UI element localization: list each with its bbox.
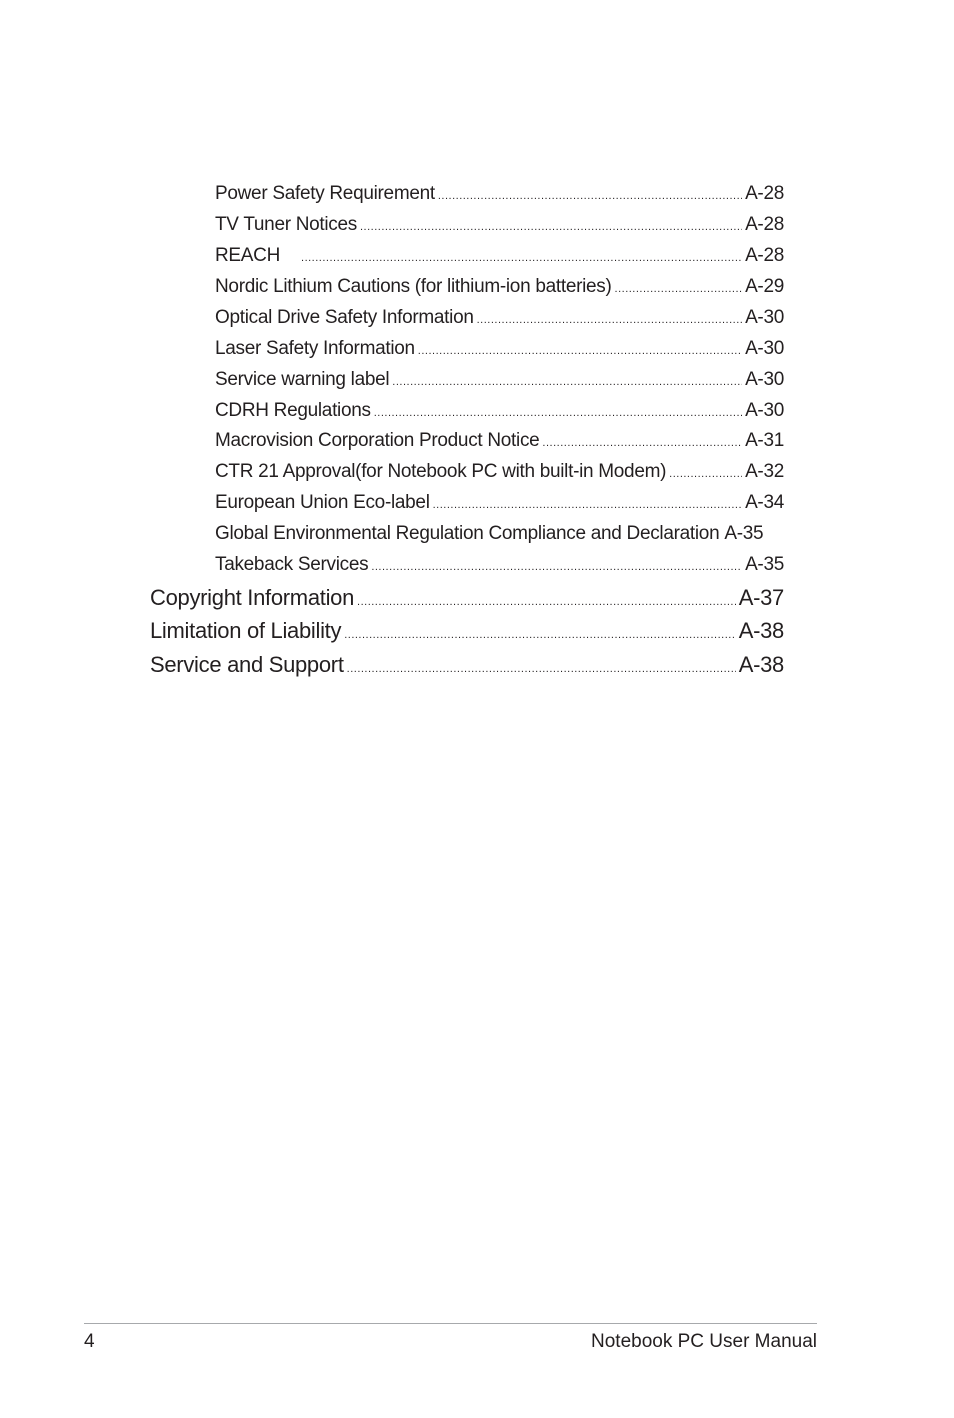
toc-entry-title: Limitation of Liability [150, 618, 342, 643]
toc-entry[interactable] [215, 307, 784, 329]
toc-entry-title: Laser Safety Information [215, 338, 415, 359]
dot-leader [360, 221, 742, 233]
footer-divider [84, 1323, 817, 1324]
footer-page-number: 4 [84, 1331, 95, 1352]
toc-entry-title: Copyright Information [150, 585, 355, 610]
dot-leader [418, 345, 742, 357]
toc-entry-page: A-28 [745, 183, 784, 204]
dot-leader [357, 596, 736, 608]
toc-entry[interactable] [215, 338, 784, 360]
toc-entry-page: A-32 [745, 461, 784, 482]
toc-entry-page: A-35 [745, 554, 784, 575]
toc-entry[interactable] [215, 245, 784, 267]
toc-entry-title: Service warning label [215, 369, 390, 390]
dot-leader [433, 499, 742, 511]
toc-entry-page: A-30 [745, 338, 784, 359]
toc-entry-page: A-28 [745, 245, 784, 266]
toc-entry[interactable] [215, 183, 784, 205]
toc-entry-page: A-30 [745, 369, 784, 390]
dot-leader [371, 561, 742, 573]
toc-entry[interactable] [215, 430, 784, 452]
toc-entry[interactable] [215, 214, 784, 236]
dot-leader [301, 252, 742, 264]
toc-entry-title: Global Environmental Regulation Compliance and Declaration [215, 523, 720, 544]
toc-entry-title: REACH [215, 245, 281, 266]
dot-leader [344, 629, 736, 641]
toc-entry[interactable] [215, 492, 784, 514]
toc-entry[interactable] [215, 461, 784, 483]
toc-entry-title: Takeback Services [215, 554, 369, 575]
dot-leader [477, 314, 742, 326]
toc-entry[interactable] [215, 400, 784, 422]
toc-entry-title: Nordic Lithium Cautions (for lithium-ion batteries) [215, 276, 612, 297]
toc-entry-title: European Union Eco-label [215, 492, 430, 513]
toc-entry-title: TV Tuner Notices [215, 214, 357, 235]
toc-entry-page: A-37 [738, 585, 784, 610]
dot-leader [669, 468, 742, 480]
dot-leader [392, 376, 742, 388]
dot-leader [374, 407, 742, 419]
toc-entry-title: Power Safety Requirement [215, 183, 435, 204]
toc-entry-page: A-31 [745, 430, 784, 451]
toc-entry-page: A-38 [738, 618, 784, 643]
toc-entry-main[interactable] [150, 652, 784, 678]
toc-entry-title: Service and Support [150, 652, 344, 677]
toc-entry-page: A-30 [745, 307, 784, 328]
toc-entry[interactable] [215, 523, 795, 545]
dot-leader [438, 190, 742, 202]
toc-entry-main[interactable] [150, 618, 784, 644]
dot-leader [542, 437, 742, 449]
toc-entry-page: A-29 [745, 276, 784, 297]
toc-entry-page: A-30 [745, 400, 784, 421]
toc-entry-title: Macrovision Corporation Product Notice [215, 430, 540, 451]
dot-leader [347, 663, 736, 675]
toc-entry-page: A-34 [745, 492, 784, 513]
toc-entry[interactable] [215, 369, 784, 391]
toc-entry-title: Optical Drive Safety Information [215, 307, 474, 328]
toc-entry-title: CTR 21 Approval(for Notebook PC with built-in Modem) [215, 461, 667, 482]
toc-entry-title: CDRH Regulations [215, 400, 371, 421]
footer-manual-title: Notebook PC User Manual [591, 1331, 817, 1352]
toc-entry-page: A-28 [745, 214, 784, 235]
toc-entry[interactable] [215, 276, 784, 298]
toc-entry[interactable] [215, 554, 784, 576]
toc-entry-main[interactable] [150, 585, 784, 611]
toc-entry-page: A-38 [738, 652, 784, 677]
dot-leader [615, 283, 743, 295]
toc-entry-page: A-35 [724, 523, 764, 544]
